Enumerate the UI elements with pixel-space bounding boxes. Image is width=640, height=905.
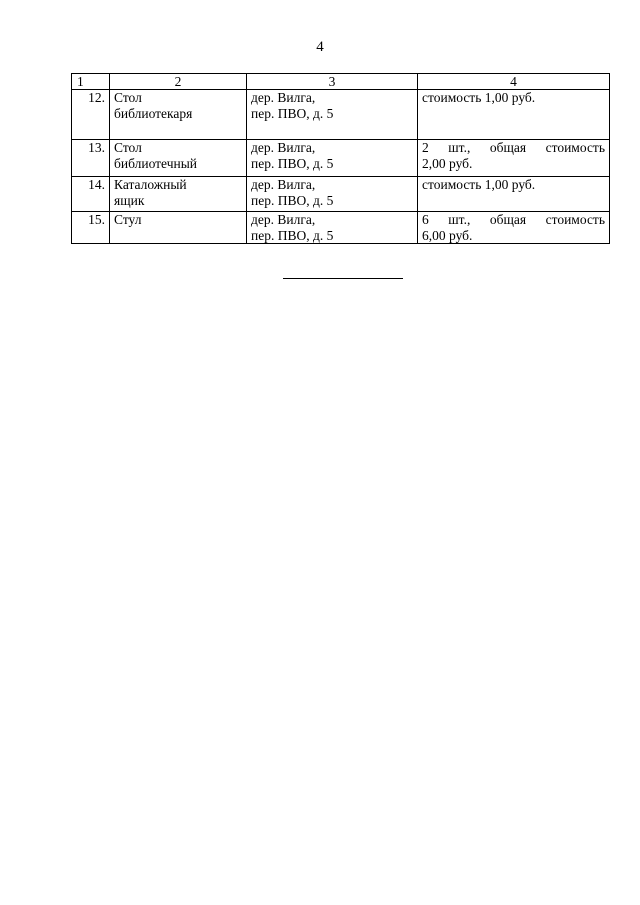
description-line: 2,00 руб.	[422, 155, 473, 171]
item-name-line: Стол	[114, 140, 142, 155]
address-cell	[247, 177, 418, 212]
item-name-cell	[110, 140, 247, 177]
header-cell-4: 4	[418, 74, 610, 90]
address-line: дер. Вилга,	[251, 140, 316, 155]
table-row	[72, 90, 610, 140]
table-row	[72, 212, 610, 244]
table-header-row	[72, 74, 610, 90]
end-separator-line	[283, 278, 403, 279]
address-line: пер. ПВО, д. 5	[251, 227, 334, 243]
item-name-line: Стул	[114, 212, 142, 227]
table-row	[72, 140, 610, 177]
description-line: 6 шт., общая стоимость	[422, 212, 605, 227]
row-number-cell: 15.	[72, 212, 110, 244]
header-cell-2: 2	[110, 74, 247, 90]
address-cell	[247, 140, 418, 177]
item-name-line: Стол	[114, 90, 142, 105]
item-name-line: ящик	[114, 192, 145, 208]
item-name-cell	[110, 212, 247, 244]
description-cell	[418, 212, 610, 244]
property-table	[71, 73, 610, 244]
item-name-line: библиотечный	[114, 155, 198, 171]
item-name-line: библиотекаря	[114, 105, 193, 121]
page-number: 4	[316, 39, 324, 55]
header-cell-3: 3	[247, 74, 418, 90]
header-cell-1: 1	[72, 74, 110, 90]
description-line: стоимость 1,00 руб.	[422, 90, 536, 105]
address-line: дер. Вилга,	[251, 90, 316, 105]
description-cell	[418, 140, 610, 177]
address-line: пер. ПВО, д. 5	[251, 105, 334, 121]
address-line: дер. Вилга,	[251, 177, 316, 192]
description-cell	[418, 90, 610, 140]
description-cell	[418, 177, 610, 212]
table-row	[72, 177, 610, 212]
address-cell	[247, 90, 418, 140]
item-name-cell	[110, 177, 247, 212]
address-line: пер. ПВО, д. 5	[251, 192, 334, 208]
row-number-cell: 12.	[72, 90, 110, 140]
address-line: пер. ПВО, д. 5	[251, 155, 334, 171]
item-name-line: Каталожный	[114, 177, 187, 192]
description-line: стоимость 1,00 руб.	[422, 177, 536, 192]
row-number-cell: 14.	[72, 177, 110, 212]
address-cell	[247, 212, 418, 244]
address-line: дер. Вилга,	[251, 212, 316, 227]
description-line: 6,00 руб.	[422, 227, 473, 243]
item-name-cell	[110, 90, 247, 140]
description-line: 2 шт., общая стоимость	[422, 140, 605, 155]
row-number-cell: 13.	[72, 140, 110, 177]
